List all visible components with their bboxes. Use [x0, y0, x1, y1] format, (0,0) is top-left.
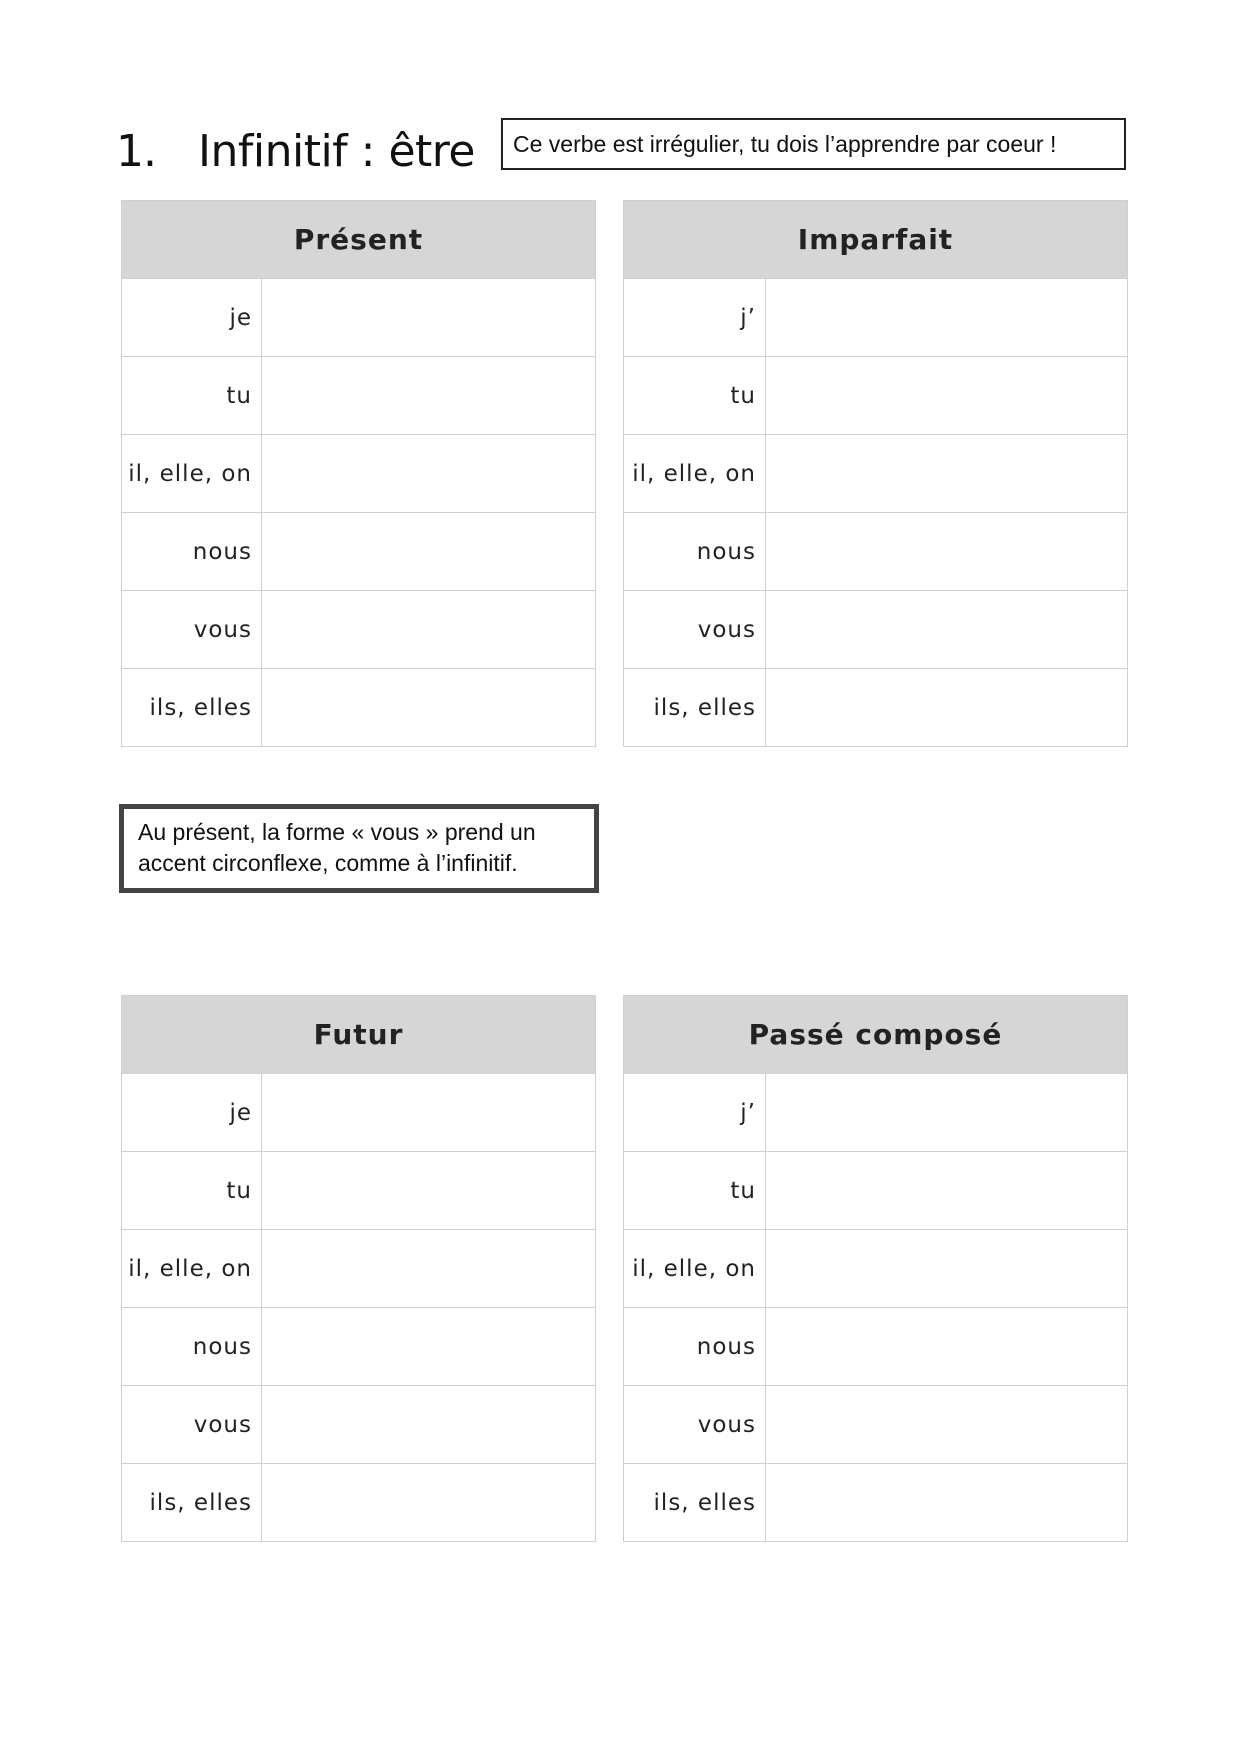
pronoun-label: ils, elles	[122, 669, 262, 747]
table-row	[624, 1074, 1128, 1152]
table-row	[624, 279, 1128, 357]
pronoun-label: tu	[122, 357, 262, 435]
answer-cell[interactable]	[766, 357, 1128, 435]
table-row	[122, 357, 596, 435]
answer-cell[interactable]	[262, 357, 596, 435]
table-row	[624, 1464, 1128, 1542]
present-header: Présent	[122, 201, 596, 279]
pronoun-label: vous	[624, 591, 766, 669]
table-row	[122, 279, 596, 357]
imparfait-table	[623, 200, 1128, 747]
answer-cell[interactable]	[766, 1464, 1128, 1542]
table-row	[624, 1308, 1128, 1386]
answer-cell[interactable]	[262, 279, 596, 357]
pronoun-label: vous	[122, 591, 262, 669]
table-row	[122, 669, 596, 747]
answer-cell[interactable]	[766, 591, 1128, 669]
vous-accent-note	[119, 804, 599, 893]
answer-cell[interactable]	[262, 435, 596, 513]
passe-compose-header: Passé composé	[624, 996, 1128, 1074]
pronoun-label: nous	[122, 513, 262, 591]
pronoun-label: je	[122, 1074, 262, 1152]
table-row	[624, 669, 1128, 747]
pronoun-label: nous	[624, 1308, 766, 1386]
answer-cell[interactable]	[262, 1074, 596, 1152]
table-row	[122, 1386, 596, 1464]
pronoun-label: nous	[122, 1308, 262, 1386]
pronoun-label: il, elle, on	[624, 435, 766, 513]
table-row	[624, 435, 1128, 513]
table-row	[122, 435, 596, 513]
table-row	[122, 1464, 596, 1542]
futur-header: Futur	[122, 996, 596, 1074]
answer-cell[interactable]	[262, 513, 596, 591]
pronoun-label: tu	[122, 1152, 262, 1230]
table-row	[122, 591, 596, 669]
answer-cell[interactable]	[262, 1464, 596, 1542]
answer-cell[interactable]	[766, 513, 1128, 591]
note-line: accent circonflexe, comme à l’infinitif.	[138, 850, 518, 876]
pronoun-label: j’	[624, 1074, 766, 1152]
table-row	[624, 513, 1128, 591]
answer-cell[interactable]	[262, 1386, 596, 1464]
table-row	[624, 591, 1128, 669]
pronoun-label: ils, elles	[122, 1464, 262, 1542]
section-title: Infinitif : être	[198, 126, 475, 177]
answer-cell[interactable]	[766, 1152, 1128, 1230]
answer-cell[interactable]	[766, 1308, 1128, 1386]
present-table	[121, 200, 596, 747]
top-note-box: Ce verbe est irrégulier, tu dois l’apprendre par coeur !	[501, 118, 1126, 170]
pronoun-label: il, elle, on	[122, 435, 262, 513]
pronoun-label: il, elle, on	[122, 1230, 262, 1308]
table-row	[122, 1074, 596, 1152]
pronoun-label: il, elle, on	[624, 1230, 766, 1308]
passe-compose-table	[623, 995, 1128, 1542]
note-line: Au présent, la forme « vous » prend un	[138, 819, 536, 845]
pronoun-label: ils, elles	[624, 669, 766, 747]
pronoun-label: tu	[624, 357, 766, 435]
table-row	[624, 1230, 1128, 1308]
answer-cell[interactable]	[766, 1386, 1128, 1464]
answer-cell[interactable]	[262, 1230, 596, 1308]
pronoun-label: nous	[624, 513, 766, 591]
pronoun-label: tu	[624, 1152, 766, 1230]
answer-cell[interactable]	[262, 669, 596, 747]
answer-cell[interactable]	[766, 279, 1128, 357]
answer-cell[interactable]	[262, 1308, 596, 1386]
pronoun-label: ils, elles	[624, 1464, 766, 1542]
imparfait-header: Imparfait	[624, 201, 1128, 279]
answer-cell[interactable]	[262, 591, 596, 669]
answer-cell[interactable]	[262, 1152, 596, 1230]
answer-cell[interactable]	[766, 1230, 1128, 1308]
pronoun-label: vous	[624, 1386, 766, 1464]
table-row	[624, 1152, 1128, 1230]
section-number: 1.	[116, 126, 156, 177]
table-row	[122, 513, 596, 591]
pronoun-label: vous	[122, 1386, 262, 1464]
table-row	[624, 357, 1128, 435]
answer-cell[interactable]	[766, 669, 1128, 747]
answer-cell[interactable]	[766, 1074, 1128, 1152]
pronoun-label: j’	[624, 279, 766, 357]
futur-table	[121, 995, 596, 1542]
pronoun-label: je	[122, 279, 262, 357]
table-row	[122, 1152, 596, 1230]
table-row	[624, 1386, 1128, 1464]
table-row	[122, 1230, 596, 1308]
answer-cell[interactable]	[766, 435, 1128, 513]
table-row	[122, 1308, 596, 1386]
